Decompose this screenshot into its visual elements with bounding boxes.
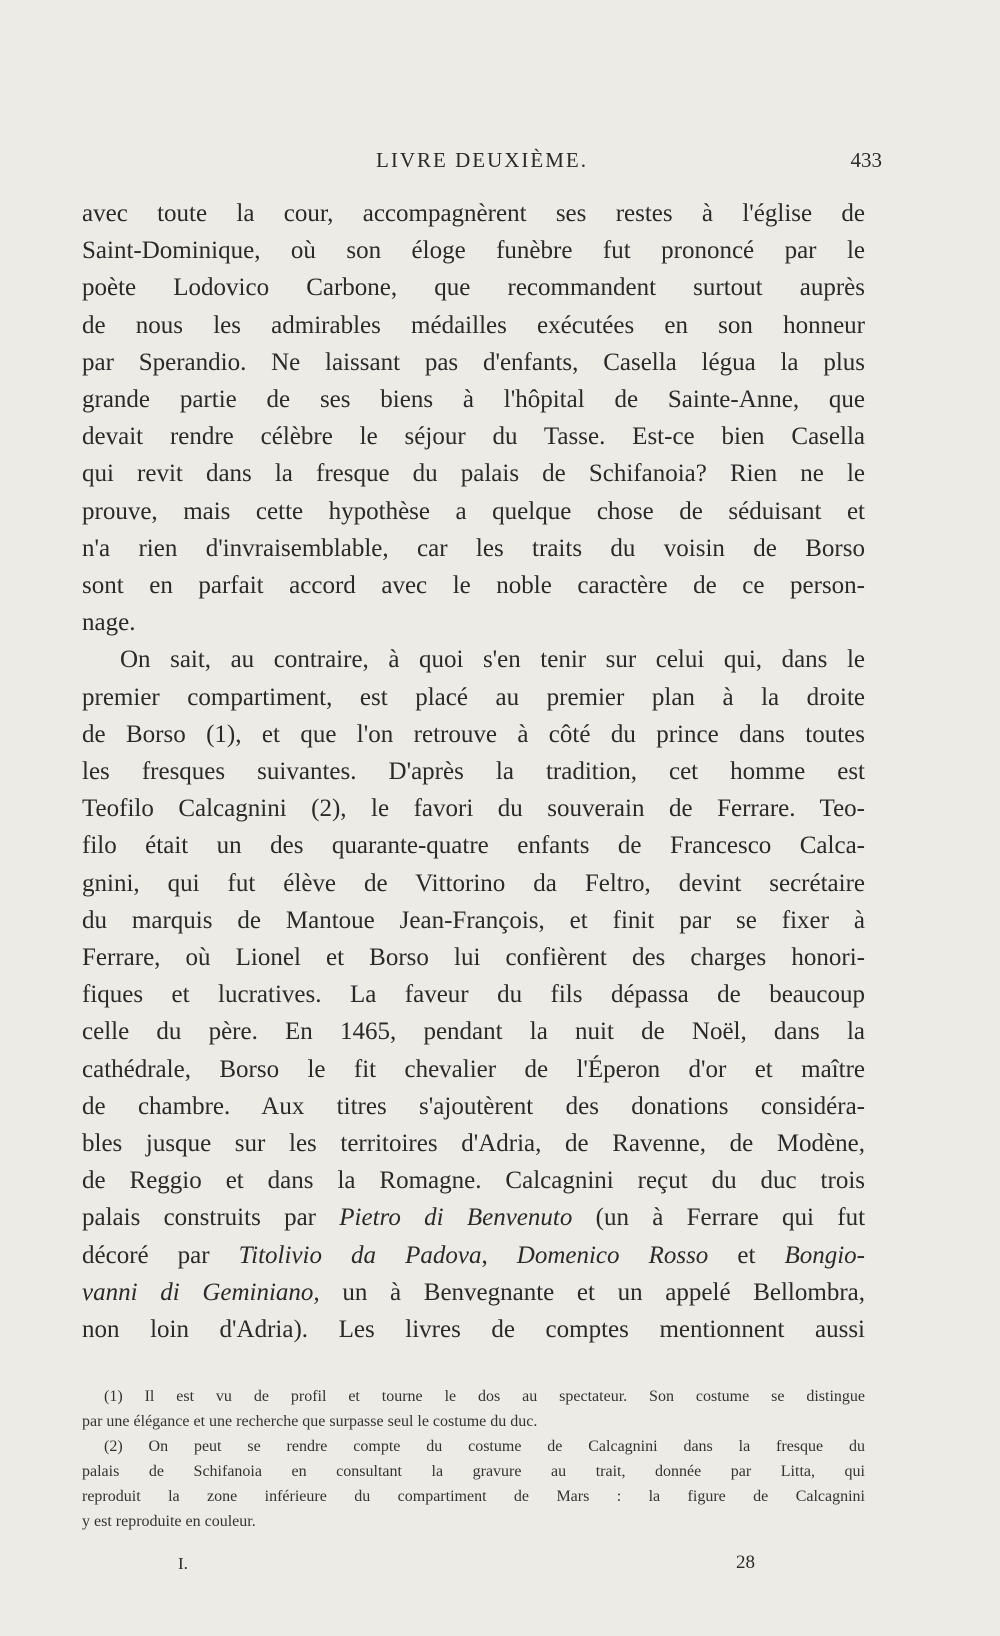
text-line: de chambre. Aux titres s'ajoutèrent des donations considéra- (82, 1092, 865, 1120)
italic-name: Pietro di Benvenuto (339, 1204, 573, 1232)
text-line: non loin d'Adria). Les livres de comptes mentionnent aussi (82, 1316, 865, 1344)
text-line (82, 1199, 865, 1236)
text-line: avec toute la cour, accompagnèrent ses restes à l'église de (82, 200, 865, 227)
footnote-line: (1) Il est vu de profil et tourne le dos au spectateur. Son costume se distingue (104, 1388, 865, 1405)
text-line: Saint-Dominique, où son éloge funèbre fut prononcé par le (82, 237, 865, 265)
text-line: n'a rien d'invraisemblable, car les traits du voisin de Borso (82, 534, 865, 562)
text-segment: décoré par (82, 1241, 239, 1269)
page-header (82, 148, 882, 178)
text-line: sont en parfait accord avec le noble caractère de ce person- (82, 572, 865, 600)
text-line (82, 1274, 865, 1311)
text-line: cathédrale, Borso le fit chevalier de l'Éperon d'or et maître (82, 1055, 865, 1083)
sheet-number: 28 (736, 1552, 755, 1573)
text-line: filo était un des quarante-quatre enfants de Francesco Calca- (82, 832, 865, 860)
text-segment: un à Benvegnante et un appelé Bellombra, (319, 1278, 865, 1306)
page-number: 433 (850, 148, 882, 172)
body-text (82, 195, 865, 1348)
text-line: grande partie de ses biens à l'hôpital de Sainte-Anne, que (82, 386, 865, 414)
paragraph-2 (82, 641, 865, 1348)
footnote-line: (2) On peut se rendre compte du costume de Calcagnini dans la fresque du (104, 1438, 865, 1455)
text-line: gnini, qui fut élève de Vittorino da Feltro, devint secrétaire (82, 869, 865, 897)
text-line: par Sperandio. Ne laissant pas d'enfants, Casella légua la plus (82, 348, 865, 376)
italic-name: Bongio- (784, 1241, 866, 1269)
italic-name: Titolivio da Padova (238, 1241, 482, 1269)
italic-name: vanni di Geminiano, (82, 1278, 320, 1306)
text-line: nage. (82, 609, 136, 637)
text-line: bles jusque sur les territoires d'Adria, de Ravenne, de Modène, (82, 1130, 865, 1158)
footnote-line: y est reproduite en couleur. (82, 1513, 256, 1530)
text-line: du marquis de Mantoue Jean-François, et finit par se fixer à (82, 906, 865, 934)
footnote-line: par une élégance et une recherche que surpasse seul le costume du duc. (82, 1413, 538, 1430)
text-line (82, 1237, 865, 1274)
footnote-2 (82, 1434, 865, 1534)
running-title: LIVRE DEUXIÈME. (376, 148, 588, 172)
text-line: Ferrare, où Lionel et Borso lui confièrent des charges honori- (82, 944, 865, 972)
footnote-1 (82, 1384, 865, 1434)
text-line: devait rendre célèbre le séjour du Tasse. Est-ce bien Casella (82, 423, 865, 451)
text-line: premier compartiment, est placé au premier plan à la droite (82, 683, 865, 711)
text-line: fiques et lucratives. La faveur du fils dépassa de beaucoup (82, 981, 865, 1009)
text-line: de Borso (1), et que l'on retrouve à côté du prince dans toutes (82, 720, 865, 748)
text-line: prouve, mais cette hypothèse a quelque chose de séduisant et (82, 497, 865, 525)
text-line: celle du père. En 1465, pendant la nuit de Noël, dans la (82, 1018, 865, 1046)
footnotes (82, 1384, 865, 1534)
text-line: les fresques suivantes. D'après la tradition, cet homme est (82, 758, 865, 786)
text-segment: palais construits par (82, 1204, 340, 1232)
paragraph-1 (82, 195, 865, 641)
text-segment: et (708, 1241, 785, 1269)
text-line: de Reggio et dans la Romagne. Calcagnini reçut du duc trois (82, 1167, 865, 1195)
text-line: Teofilo Calcagnini (2), le favori du souverain de Ferrare. Teo- (82, 795, 865, 823)
text-line: qui revit dans la fresque du palais de Schifanoia? Rien ne le (82, 460, 865, 488)
text-line: de nous les admirables médailles exécutées en son honneur (82, 311, 865, 339)
footnote-line: reproduit la zone inférieure du compartiment de Mars : la figure de Calcagnini (82, 1488, 865, 1505)
italic-name: Domenico Rosso (516, 1241, 709, 1269)
text-line: poète Lodovico Carbone, que recommandent surtout auprès (82, 274, 865, 302)
footnote-line: palais de Schifanoia en consultant la gravure au trait, donnée par Litta, qui (82, 1463, 865, 1480)
text-segment: , (481, 1241, 517, 1269)
text-segment: (un à Ferrare qui fut (572, 1204, 866, 1232)
signature-mark: I. (178, 1554, 188, 1573)
text-line: On sait, au contraire, à quoi s'en tenir sur celui qui, dans le (120, 646, 865, 674)
